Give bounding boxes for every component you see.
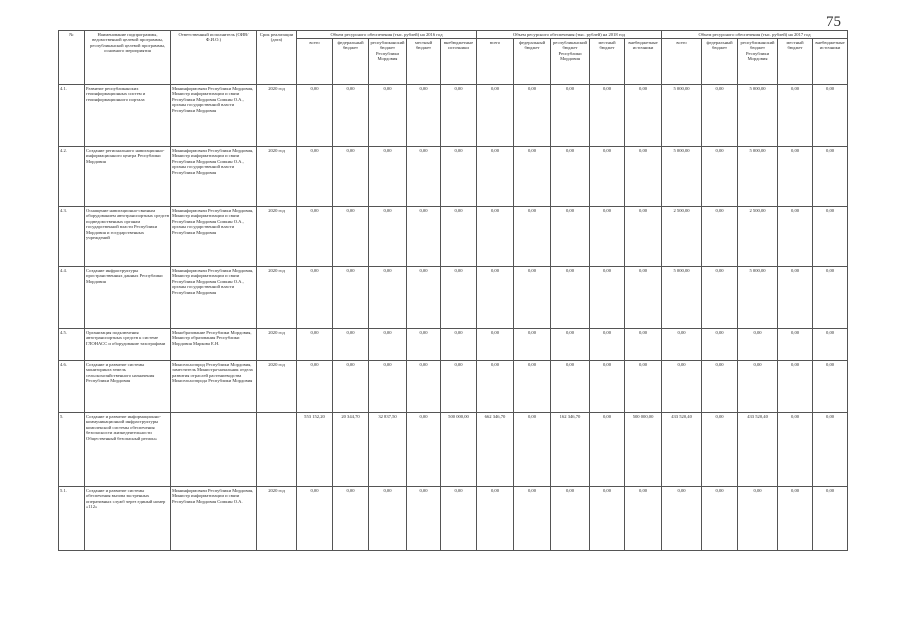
row-value: 5 000,00 — [662, 147, 702, 207]
row-name: Оснащение навигационно-связным оборудованием автотранспортных средств подведомственных органам государственной власти Республики Мордовия и государственных учреждений — [85, 207, 171, 267]
row-value: 0,00 — [625, 487, 662, 551]
table-row — [59, 267, 848, 329]
row-value: 0,00 — [514, 207, 551, 267]
row-value: 0,00 — [813, 413, 848, 487]
row-value: 0,00 — [590, 207, 625, 267]
header-group-2017: Объем ресурсного обеспечения (тыс. рублей) на 2017 год — [662, 31, 848, 39]
row-value: 0,00 — [778, 267, 813, 329]
header-sub-republic: республиканский бюджет Республики Мордовия — [738, 39, 778, 85]
row-value: 0,00 — [369, 207, 407, 267]
row-term: 2020 год — [257, 85, 297, 147]
row-term: 2020 год — [257, 147, 297, 207]
row-executor: Минобразование Республики Мордовия, Министр образования Республики Мордовия Маркова Е.Н. — [171, 329, 257, 361]
row-value: 0,00 — [369, 329, 407, 361]
row-number: 4.5. — [59, 329, 85, 361]
row-value: 5 000,00 — [662, 85, 702, 147]
header-sub-federal: федеральный бюджет — [333, 39, 369, 85]
header-sub-total: всего — [662, 39, 702, 85]
row-value: 0,00 — [551, 207, 590, 267]
table-row — [59, 361, 848, 413]
row-value: 0,00 — [441, 207, 477, 267]
row-value: 0,00 — [477, 267, 514, 329]
row-executor — [171, 413, 257, 487]
row-value: 0,00 — [333, 267, 369, 329]
row-term: 2020 год — [257, 267, 297, 329]
row-value: 2 500,00 — [738, 207, 778, 267]
header-sub-local: местный бюджет — [778, 39, 813, 85]
row-value: 0,00 — [369, 361, 407, 413]
row-value: 0,00 — [702, 207, 738, 267]
row-value: 0,00 — [407, 413, 441, 487]
row-value: 0,00 — [778, 413, 813, 487]
header-term: Срок реализации (дата) — [257, 31, 297, 85]
row-value: 0,00 — [514, 361, 551, 413]
row-value: 0,00 — [514, 85, 551, 147]
row-value: 0,00 — [813, 361, 848, 413]
row-value: 0,00 — [813, 267, 848, 329]
row-value: 0,00 — [407, 329, 441, 361]
header-row-1 — [59, 31, 848, 39]
row-value: 0,00 — [369, 267, 407, 329]
table-row — [59, 413, 848, 487]
row-value: 0,00 — [333, 85, 369, 147]
row-value: 0,00 — [662, 329, 702, 361]
row-value: 0,00 — [590, 147, 625, 207]
row-value: 0,00 — [407, 267, 441, 329]
row-value: 0,00 — [369, 147, 407, 207]
row-number: 4.6. — [59, 361, 85, 413]
row-term — [257, 413, 297, 487]
row-value: 0,00 — [625, 207, 662, 267]
row-value: 0,00 — [702, 413, 738, 487]
header-sub-extra: внебюджетные источники — [625, 39, 662, 85]
row-value: 0,00 — [551, 361, 590, 413]
row-value: 0,00 — [297, 487, 333, 551]
row-value: 0,00 — [813, 85, 848, 147]
row-value: 0,00 — [662, 487, 702, 551]
row-value: 0,00 — [441, 267, 477, 329]
row-value: 0,00 — [590, 329, 625, 361]
table-row — [59, 85, 848, 147]
row-term: 2020 год — [257, 487, 297, 551]
row-value: 0,00 — [738, 487, 778, 551]
row-value: 0,00 — [778, 487, 813, 551]
row-value: 0,00 — [813, 487, 848, 551]
row-value: 0,00 — [333, 361, 369, 413]
row-value: 0,00 — [514, 329, 551, 361]
row-value: 500 000,00 — [441, 413, 477, 487]
row-value: 32 837,50 — [369, 413, 407, 487]
row-value: 162 346,70 — [551, 413, 590, 487]
row-value: 662 346,70 — [477, 413, 514, 487]
header-sub-republic: республиканский бюджет Республики Мордовия — [369, 39, 407, 85]
row-value: 553 152,20 — [297, 413, 333, 487]
row-value: 0,00 — [702, 487, 738, 551]
row-value: 0,00 — [514, 267, 551, 329]
table-row — [59, 329, 848, 361]
header-executor: Ответственный исполнитель (ОИВ/Ф.И.О.) — [171, 31, 257, 85]
row-value: 0,00 — [778, 85, 813, 147]
table-row — [59, 147, 848, 207]
row-value: 0,00 — [477, 147, 514, 207]
row-value: 0,00 — [441, 85, 477, 147]
row-value: 5 000,00 — [738, 85, 778, 147]
row-value: 0,00 — [333, 329, 369, 361]
row-value: 0,00 — [590, 267, 625, 329]
row-value: 0,00 — [369, 85, 407, 147]
row-value: 0,00 — [778, 207, 813, 267]
row-term: 2020 год — [257, 329, 297, 361]
row-number: 4.3. — [59, 207, 85, 267]
row-value: 0,00 — [441, 147, 477, 207]
row-value: 0,00 — [297, 267, 333, 329]
row-term: 2020 год — [257, 361, 297, 413]
row-name: Создание и развитие информационно-коммуникационной инфраструктуры комплексной системы обеспечения безопасности жизнедеятельности Общественный безопасный регион» — [85, 413, 171, 487]
row-value: 0,00 — [625, 329, 662, 361]
row-value: 500 000,00 — [625, 413, 662, 487]
row-value: 0,00 — [738, 361, 778, 413]
table-body — [59, 85, 848, 551]
header-sub-extra: внебюджетные источники — [441, 39, 477, 85]
row-name: Организация подключения автотранспортных средств к системе ГЛОНАСС и оборудование тахографами — [85, 329, 171, 361]
row-value: 0,00 — [477, 329, 514, 361]
row-value: 0,00 — [738, 329, 778, 361]
row-value: 0,00 — [477, 361, 514, 413]
header-sub-total: всего — [477, 39, 514, 85]
row-name: Создание инфраструктуры пространственных данных Республики Мордовия — [85, 267, 171, 329]
row-value: 0,00 — [551, 147, 590, 207]
header-sub-total: всего — [297, 39, 333, 85]
header-sub-federal: федеральный бюджет — [514, 39, 551, 85]
row-value: 0,00 — [778, 329, 813, 361]
row-executor: Мининформсвязи Республики Мордовия, Министр информатизации и связи Республики Мордовия Сомкин О.А., органы государственной власти Республики Мордовия — [171, 85, 257, 147]
header-sub-local: местный бюджет — [590, 39, 625, 85]
header-sub-local: местный бюджет — [407, 39, 441, 85]
row-value: 0,00 — [514, 413, 551, 487]
header-name: Наименование подпрограммы, ведомственной целевой программы, республиканской целевой программы, основного мероприятия — [85, 31, 171, 85]
row-name: Создание и развитие системы мониторинга земель сельскохозяйственного назначения Республики Мордовия — [85, 361, 171, 413]
row-value: 20 344,70 — [333, 413, 369, 487]
header-group-2016: Объем ресурсного обеспечения (тыс. рублей) на 2016 год — [297, 31, 477, 39]
header-sub-republic: республиканский бюджет Республики Мордовия — [551, 39, 590, 85]
table-row — [59, 207, 848, 267]
header-group-2018: Объем ресурсного обеспечения (тыс. рублей) на 2018 год — [477, 31, 662, 39]
row-name: Создание и развитие системы обеспечения вызова экстренных оперативных служб через единый номер «112» — [85, 487, 171, 551]
row-value: 0,00 — [407, 361, 441, 413]
row-value: 0,00 — [590, 85, 625, 147]
row-name: Создание регионального навигационно-информационного центра Республики Мордовия — [85, 147, 171, 207]
row-value: 0,00 — [625, 267, 662, 329]
row-value: 5 000,00 — [738, 147, 778, 207]
row-value: 0,00 — [441, 329, 477, 361]
row-number: 4.4. — [59, 267, 85, 329]
header-num: № — [59, 31, 85, 85]
row-value: 0,00 — [477, 207, 514, 267]
row-value: 433 520,40 — [662, 413, 702, 487]
row-value: 0,00 — [702, 85, 738, 147]
row-value: 0,00 — [551, 267, 590, 329]
row-value: 0,00 — [813, 207, 848, 267]
row-value: 0,00 — [551, 487, 590, 551]
row-value: 0,00 — [297, 147, 333, 207]
row-value: 0,00 — [333, 207, 369, 267]
row-value: 0,00 — [778, 361, 813, 413]
row-value: 0,00 — [590, 413, 625, 487]
row-value: 0,00 — [514, 487, 551, 551]
row-term: 2020 год — [257, 207, 297, 267]
header-sub-federal: федеральный бюджет — [702, 39, 738, 85]
row-value: 0,00 — [590, 487, 625, 551]
row-number: 5.1. — [59, 487, 85, 551]
row-value: 0,00 — [297, 361, 333, 413]
row-value: 0,00 — [702, 329, 738, 361]
row-value: 0,00 — [625, 85, 662, 147]
row-value: 5 000,00 — [738, 267, 778, 329]
row-value: 0,00 — [333, 487, 369, 551]
row-value: 0,00 — [514, 147, 551, 207]
row-number: 4.2. — [59, 147, 85, 207]
row-value: 0,00 — [441, 487, 477, 551]
row-number: 4.1. — [59, 85, 85, 147]
row-value: 0,00 — [297, 85, 333, 147]
table-row — [59, 487, 848, 551]
row-value: 0,00 — [551, 85, 590, 147]
row-value: 0,00 — [702, 267, 738, 329]
row-value: 0,00 — [369, 487, 407, 551]
row-name: Развитие республиканских геоинформационных систем и геоинформационного портала — [85, 85, 171, 147]
row-value: 0,00 — [441, 361, 477, 413]
row-value: 0,00 — [662, 361, 702, 413]
row-value: 0,00 — [813, 147, 848, 207]
row-value: 0,00 — [407, 85, 441, 147]
row-value: 0,00 — [297, 329, 333, 361]
row-value: 0,00 — [702, 361, 738, 413]
row-value: 0,00 — [407, 147, 441, 207]
row-value: 5 000,00 — [662, 267, 702, 329]
row-value: 0,00 — [407, 207, 441, 267]
row-value: 0,00 — [778, 147, 813, 207]
row-value: 0,00 — [625, 147, 662, 207]
row-value: 433 520,40 — [738, 413, 778, 487]
row-value: 0,00 — [333, 147, 369, 207]
header-sub-extra: внебюджетные источники — [813, 39, 848, 85]
row-number: 5. — [59, 413, 85, 487]
row-value: 0,00 — [702, 147, 738, 207]
row-executor: Мининформсвязи Республики Мордовия, Министр информатизации и связи Республики Мордовия Сомкин О.А. — [171, 487, 257, 551]
row-executor: Мининформсвязи Республики Мордовия, Министр информатизации и связи Республики Мордовия Сомкин О.А., органы государственной власти Республики Мордовия — [171, 267, 257, 329]
row-value: 0,00 — [813, 329, 848, 361]
row-value: 0,00 — [297, 207, 333, 267]
row-value: 0,00 — [407, 487, 441, 551]
row-executor: Мининформсвязи Республики Мордовия, Министр информатизации и связи Республики Мордовия Сомкин О.А., органы государственной власти Республики Мордовия — [171, 207, 257, 267]
row-value: 0,00 — [477, 85, 514, 147]
row-value: 0,00 — [625, 361, 662, 413]
row-value: 2 500,00 — [662, 207, 702, 267]
row-value: 0,00 — [590, 361, 625, 413]
row-value: 0,00 — [551, 329, 590, 361]
row-value: 0,00 — [477, 487, 514, 551]
budget-table — [58, 30, 848, 551]
row-executor: Минсельхозпрод Республики Мордовия, заместитель Министра-начальник отдела развития отраслей растениеводства Минсельхозпрода Республики Мордовия — [171, 361, 257, 413]
page-number: 75 — [826, 14, 841, 30]
row-executor: Мининформсвязи Республики Мордовия, Министр информатизации и связи Республики Мордовия Сомкин О.А., органы государственной власти Республики Мордовия — [171, 147, 257, 207]
